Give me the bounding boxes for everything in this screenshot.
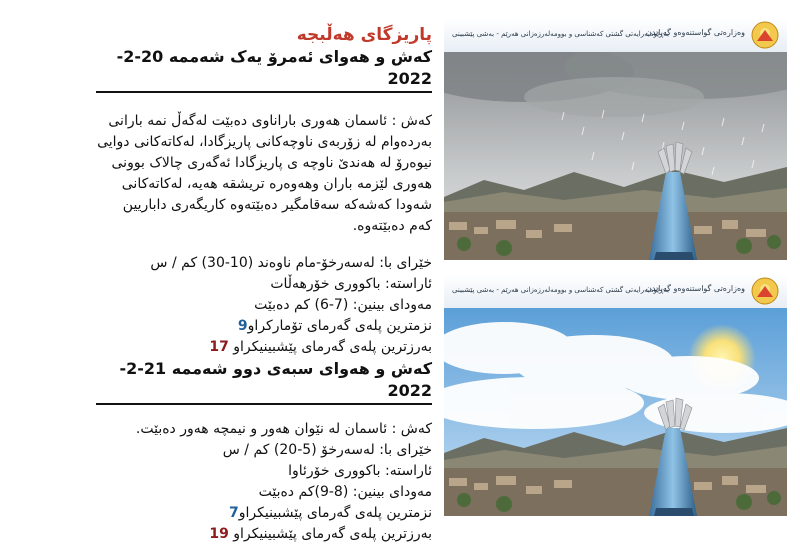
cloudy-forecast-image xyxy=(444,274,787,516)
day2-min-temp xyxy=(96,503,432,524)
kurdistan-emblem-icon xyxy=(751,277,779,305)
day2-max-temp-value: 19 xyxy=(209,526,229,542)
day2-wind-direction: ئاراستە: باکووری خۆرئاوا xyxy=(288,463,432,479)
day1-min-temp-value: 9 xyxy=(237,318,248,334)
ministry-name: وەزارەتی گواستنەوەو گەیاندن xyxy=(645,28,745,37)
day1-min-temp xyxy=(96,316,432,337)
kurdistan-emblem-icon xyxy=(751,21,779,49)
day1-wind-direction: ئاراستە: باکووری خۆرهەڵات xyxy=(270,276,432,292)
day1-wind-speed: خێرای با: لەسەرخۆ-مام ناوەند (10-30) کم / س xyxy=(150,255,432,271)
day1-max-temp-value: 17 xyxy=(209,339,229,355)
day2-max-temp xyxy=(96,524,432,545)
page-title: پاریزگای هەڵبجە xyxy=(296,25,432,45)
day2-min-temp-label: نزمترین پلەی گەرمای پێشبینیکراو xyxy=(238,505,432,521)
directorate-name-2: بەڕێوەبەرایەتی گشتی کەشناسی و بوومەلەرزەزانی هەرێم - بەشی پێشبینی xyxy=(452,286,670,294)
day1-max-temp-label: بەرزترین پلەی گەرمای پێشبینیکراو xyxy=(233,339,432,355)
cloudy-monument-illustration xyxy=(444,308,787,516)
day1-min-temp-label: نزمترین پلەی گەرمای تۆمارکراو xyxy=(247,318,432,334)
day2-visibility: مەودای بینین: (8-9)کم دەبێت xyxy=(258,484,432,500)
day1-max-temp xyxy=(96,337,432,358)
day2-weather-description: کەش : ئاسمان لە نێوان هەور و نیمچە هەور دەبێت. xyxy=(135,421,432,437)
day2-wind-speed: خێرای با: لەسەرخۆ (5-20) کم / س xyxy=(222,442,432,458)
ministry-name-2: وەزارەتی گواستنەوەو گەیاندن xyxy=(645,284,745,293)
day1-visibility: مەودای بینین: (7-6) کم دەبێت xyxy=(254,297,432,313)
rain-monument-illustration xyxy=(444,52,787,260)
rainy-forecast-image xyxy=(444,18,787,260)
day2-min-temp-value: 7 xyxy=(229,505,239,521)
day2-heading: کەش و هەوای سبەی دوو شەممە 21-2-2022 xyxy=(96,358,432,405)
day1-weather-description: کەش : ئاسمان هەوری باراناوی دەبێت لەگەڵ نمە بارانی بەردەوام لە زۆربەی ناوچەکانی پاریزگادا، لەکاتەکانی دوایی نیوەرۆ لە هەندێ ناوچە ی پاریزگادا ئەگەری چالاک بوونی هەوری لێزمە باران وهەوەرە تریشقە هەیە، لەکاتەکانی شەودا کەشەکە سەقامگیر دەبێتەوە کاریگەری داباریین کەم دەبێتەوە. xyxy=(97,113,432,234)
day2-max-temp-label: بەرزترین پلەی گەرمای پێشبینیکراو xyxy=(233,526,432,542)
ministry-banner xyxy=(444,18,787,53)
day1-heading: کەش و هەوای ئەمرۆ یەک شەممە 20-2-2022 xyxy=(96,46,432,93)
forecast-text-column xyxy=(96,24,432,545)
directorate-name: بەڕێوەبەرایەتی گشتی کەشناسی و بوومەلەرزەزانی هەرێم - بەشی پێشبینی xyxy=(452,30,670,38)
ministry-banner-2 xyxy=(444,274,787,309)
